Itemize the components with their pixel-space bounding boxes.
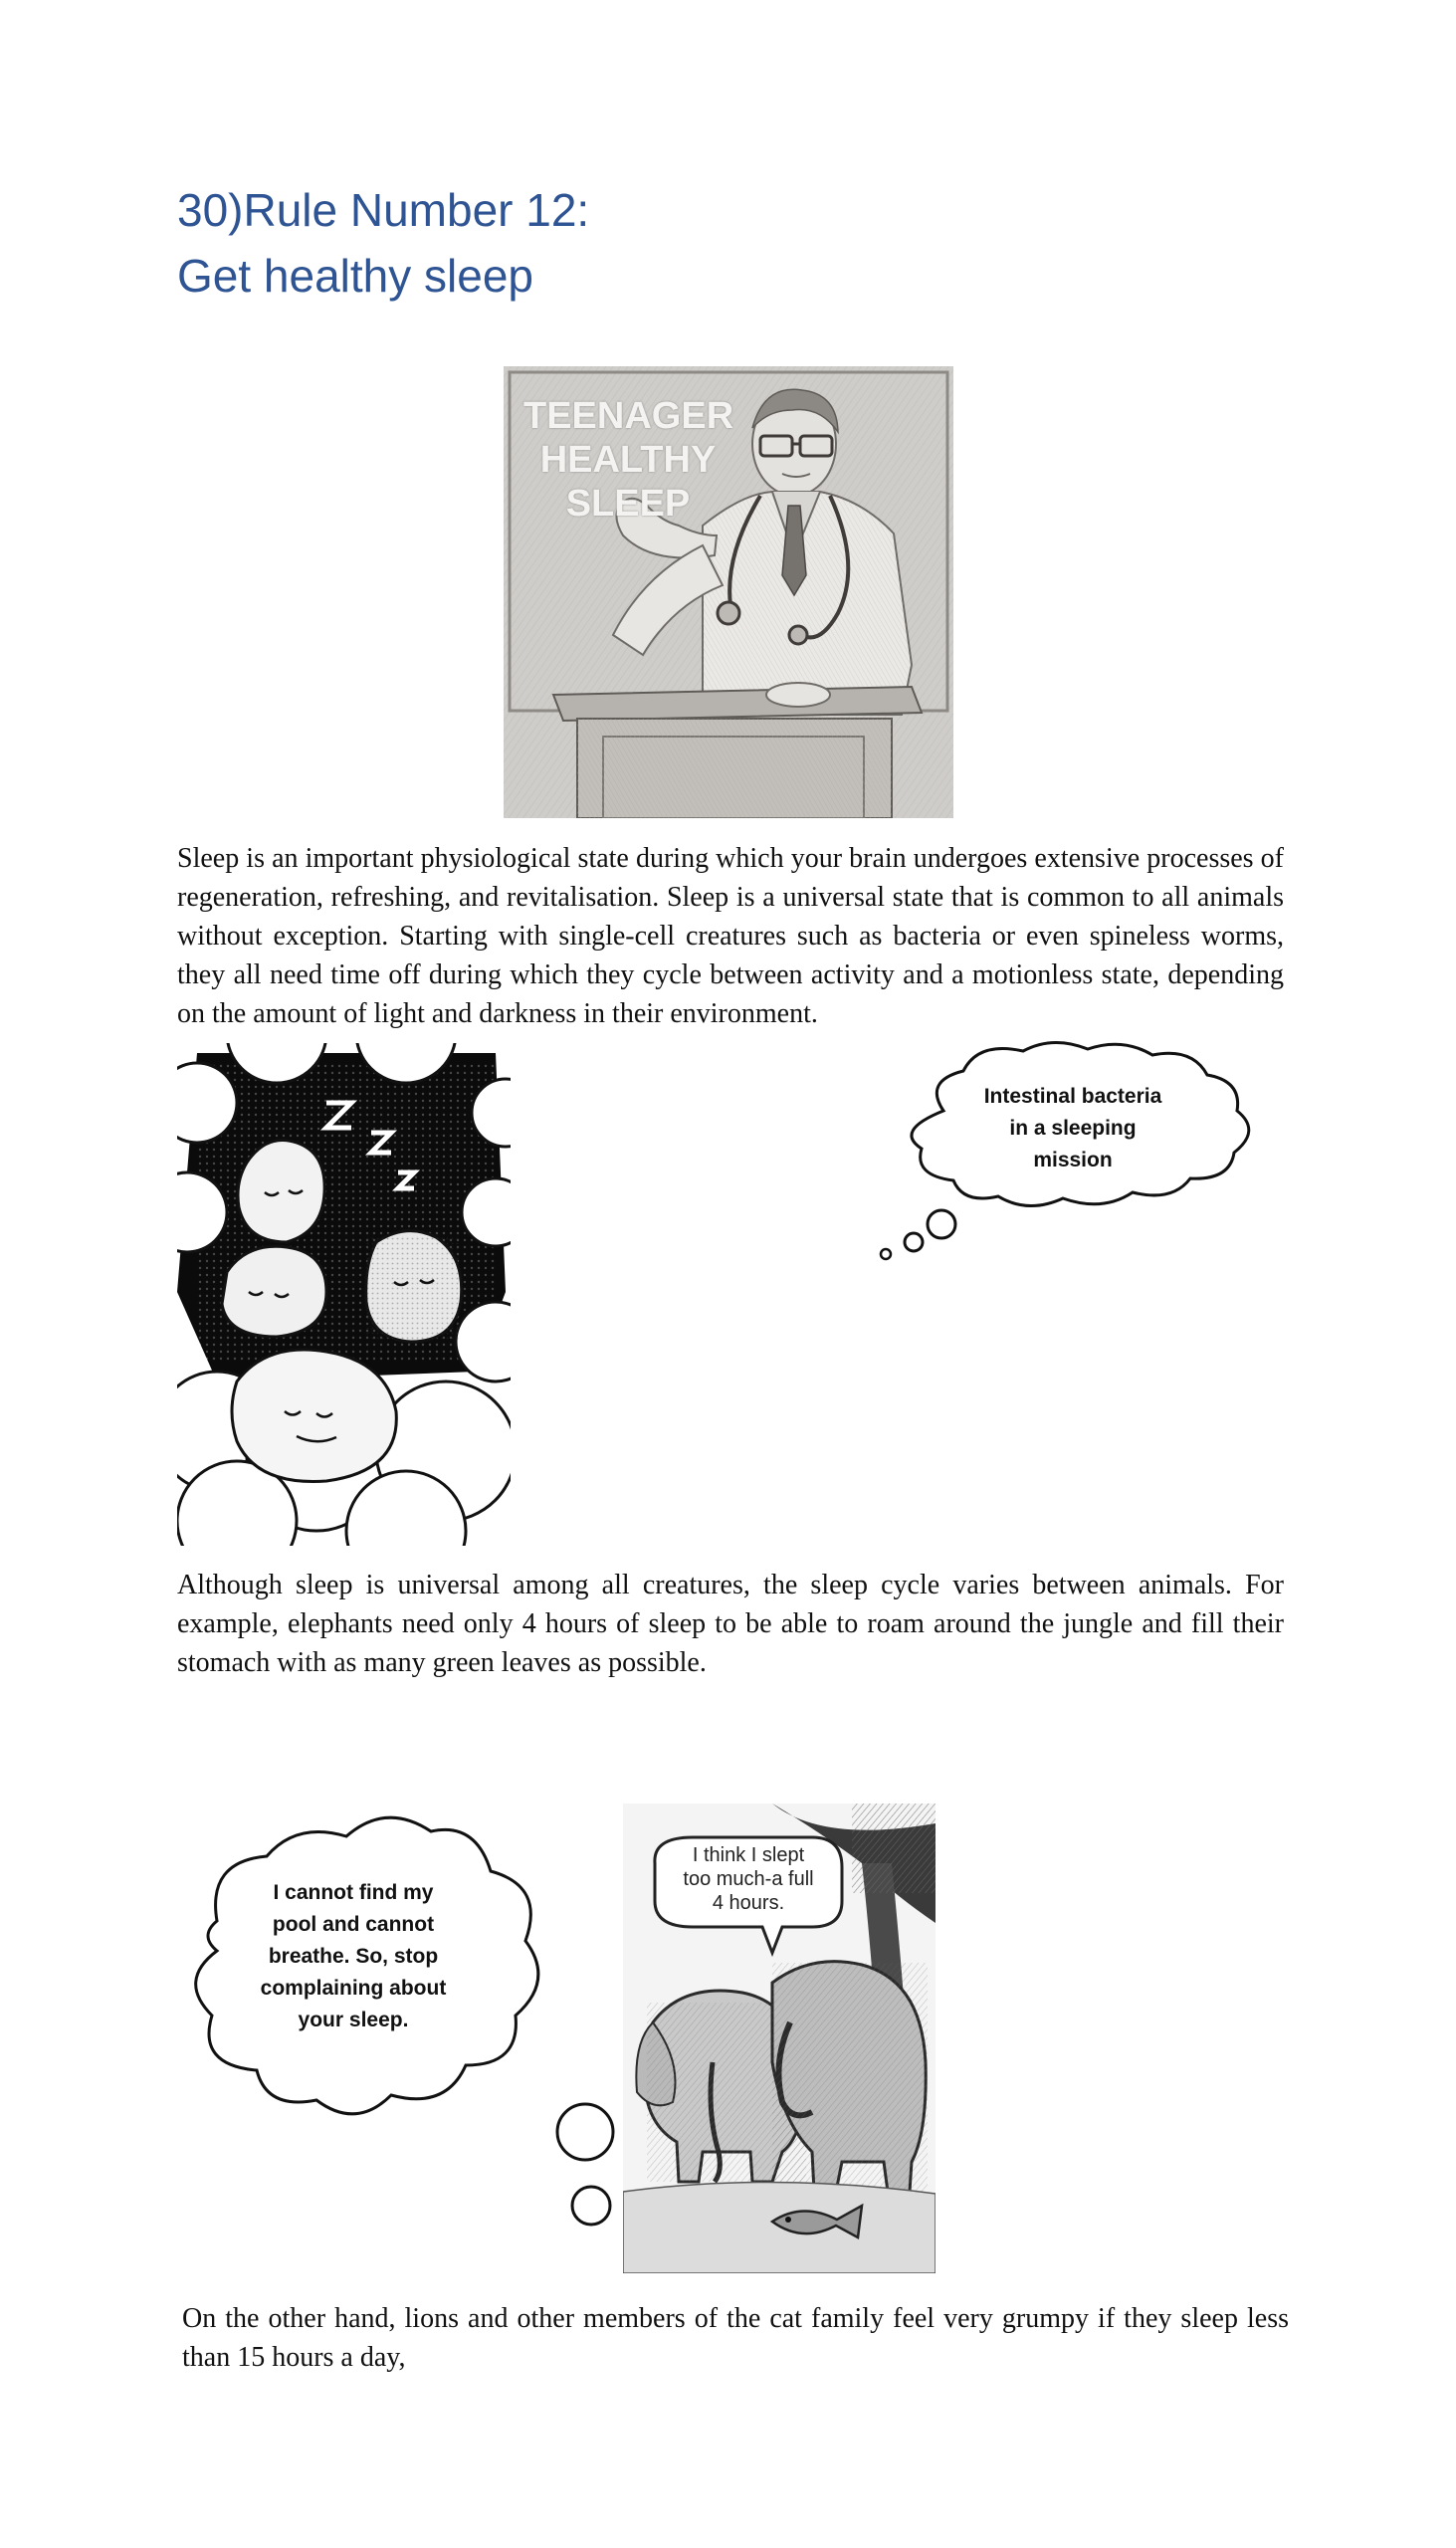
sign-line-2: HEALTHY bbox=[539, 439, 717, 481]
fish-bubble-line-5: your sleep. bbox=[298, 2009, 409, 2031]
fish-bubble-line-4: complaining about bbox=[260, 1977, 447, 2000]
sleeping-bacteria-illustration bbox=[177, 1043, 511, 1546]
bacteria-bubble-line-2: in a sleeping bbox=[1009, 1117, 1137, 1140]
elephants-illustration bbox=[623, 1804, 936, 2273]
elephant-speech-line-3: 4 hours. bbox=[712, 1892, 785, 1914]
sign-line-3: SLEEP bbox=[565, 483, 691, 525]
title-line-2: Get healthy sleep bbox=[177, 250, 534, 302]
bacteria-bubble-line-1: Intestinal bacteria bbox=[983, 1085, 1162, 1108]
bacteria-bubble-text bbox=[973, 1081, 1172, 1176]
elephant-speech-line-2: too much-a full bbox=[683, 1868, 814, 1890]
fish-bubble-line-3: breathe. So, stop bbox=[268, 1945, 439, 1968]
elephant-speech-text bbox=[661, 1843, 836, 1915]
paragraph-elephants: Although sleep is universal among all creatures, the sleep cycle varies between animals. For example, elephants need only 4 hours of sleep to be able to roam around the jungle and fill their stomach with as many green leaves as possible. bbox=[177, 1570, 1284, 1678]
fish-bubble-line-2: pool and cannot bbox=[272, 1913, 435, 1936]
doctor-lecture-illustration bbox=[504, 366, 953, 818]
thought-bubble-fish bbox=[177, 1802, 625, 2220]
paragraph-lions: On the other hand, lions and other members of the cat family feel very grumpy if they sleep less than 15 hours a day, bbox=[182, 2303, 1289, 2373]
sign-text bbox=[523, 394, 732, 526]
elephant-speech-line-1: I think I slept bbox=[692, 1844, 805, 1866]
fish-bubble-line-1: I cannot find my bbox=[273, 1881, 434, 1904]
thought-bubble-bacteria bbox=[864, 1041, 1282, 1255]
paragraph-sleep-intro: Sleep is an important physiological state during which your brain undergoes extensive processes of regeneration, refreshing, and revitalisation. Sleep is a universal state that is common to all animals without exception. Starting with single-cell creatures such as bacteria or even spineless worms, they all need time off during which they cycle between activity and a motionless state, depending on the amount of light and darkness in their environment. bbox=[177, 843, 1284, 1029]
bacteria-sketch bbox=[177, 1043, 511, 1546]
page-title bbox=[177, 177, 1073, 309]
sign-line-1: TEENAGER bbox=[523, 395, 734, 437]
title-line-1: 30)Rule Number 12: bbox=[177, 184, 590, 236]
bacteria-bubble-line-3: mission bbox=[1033, 1149, 1113, 1171]
fish-bubble-text bbox=[249, 1877, 458, 2036]
